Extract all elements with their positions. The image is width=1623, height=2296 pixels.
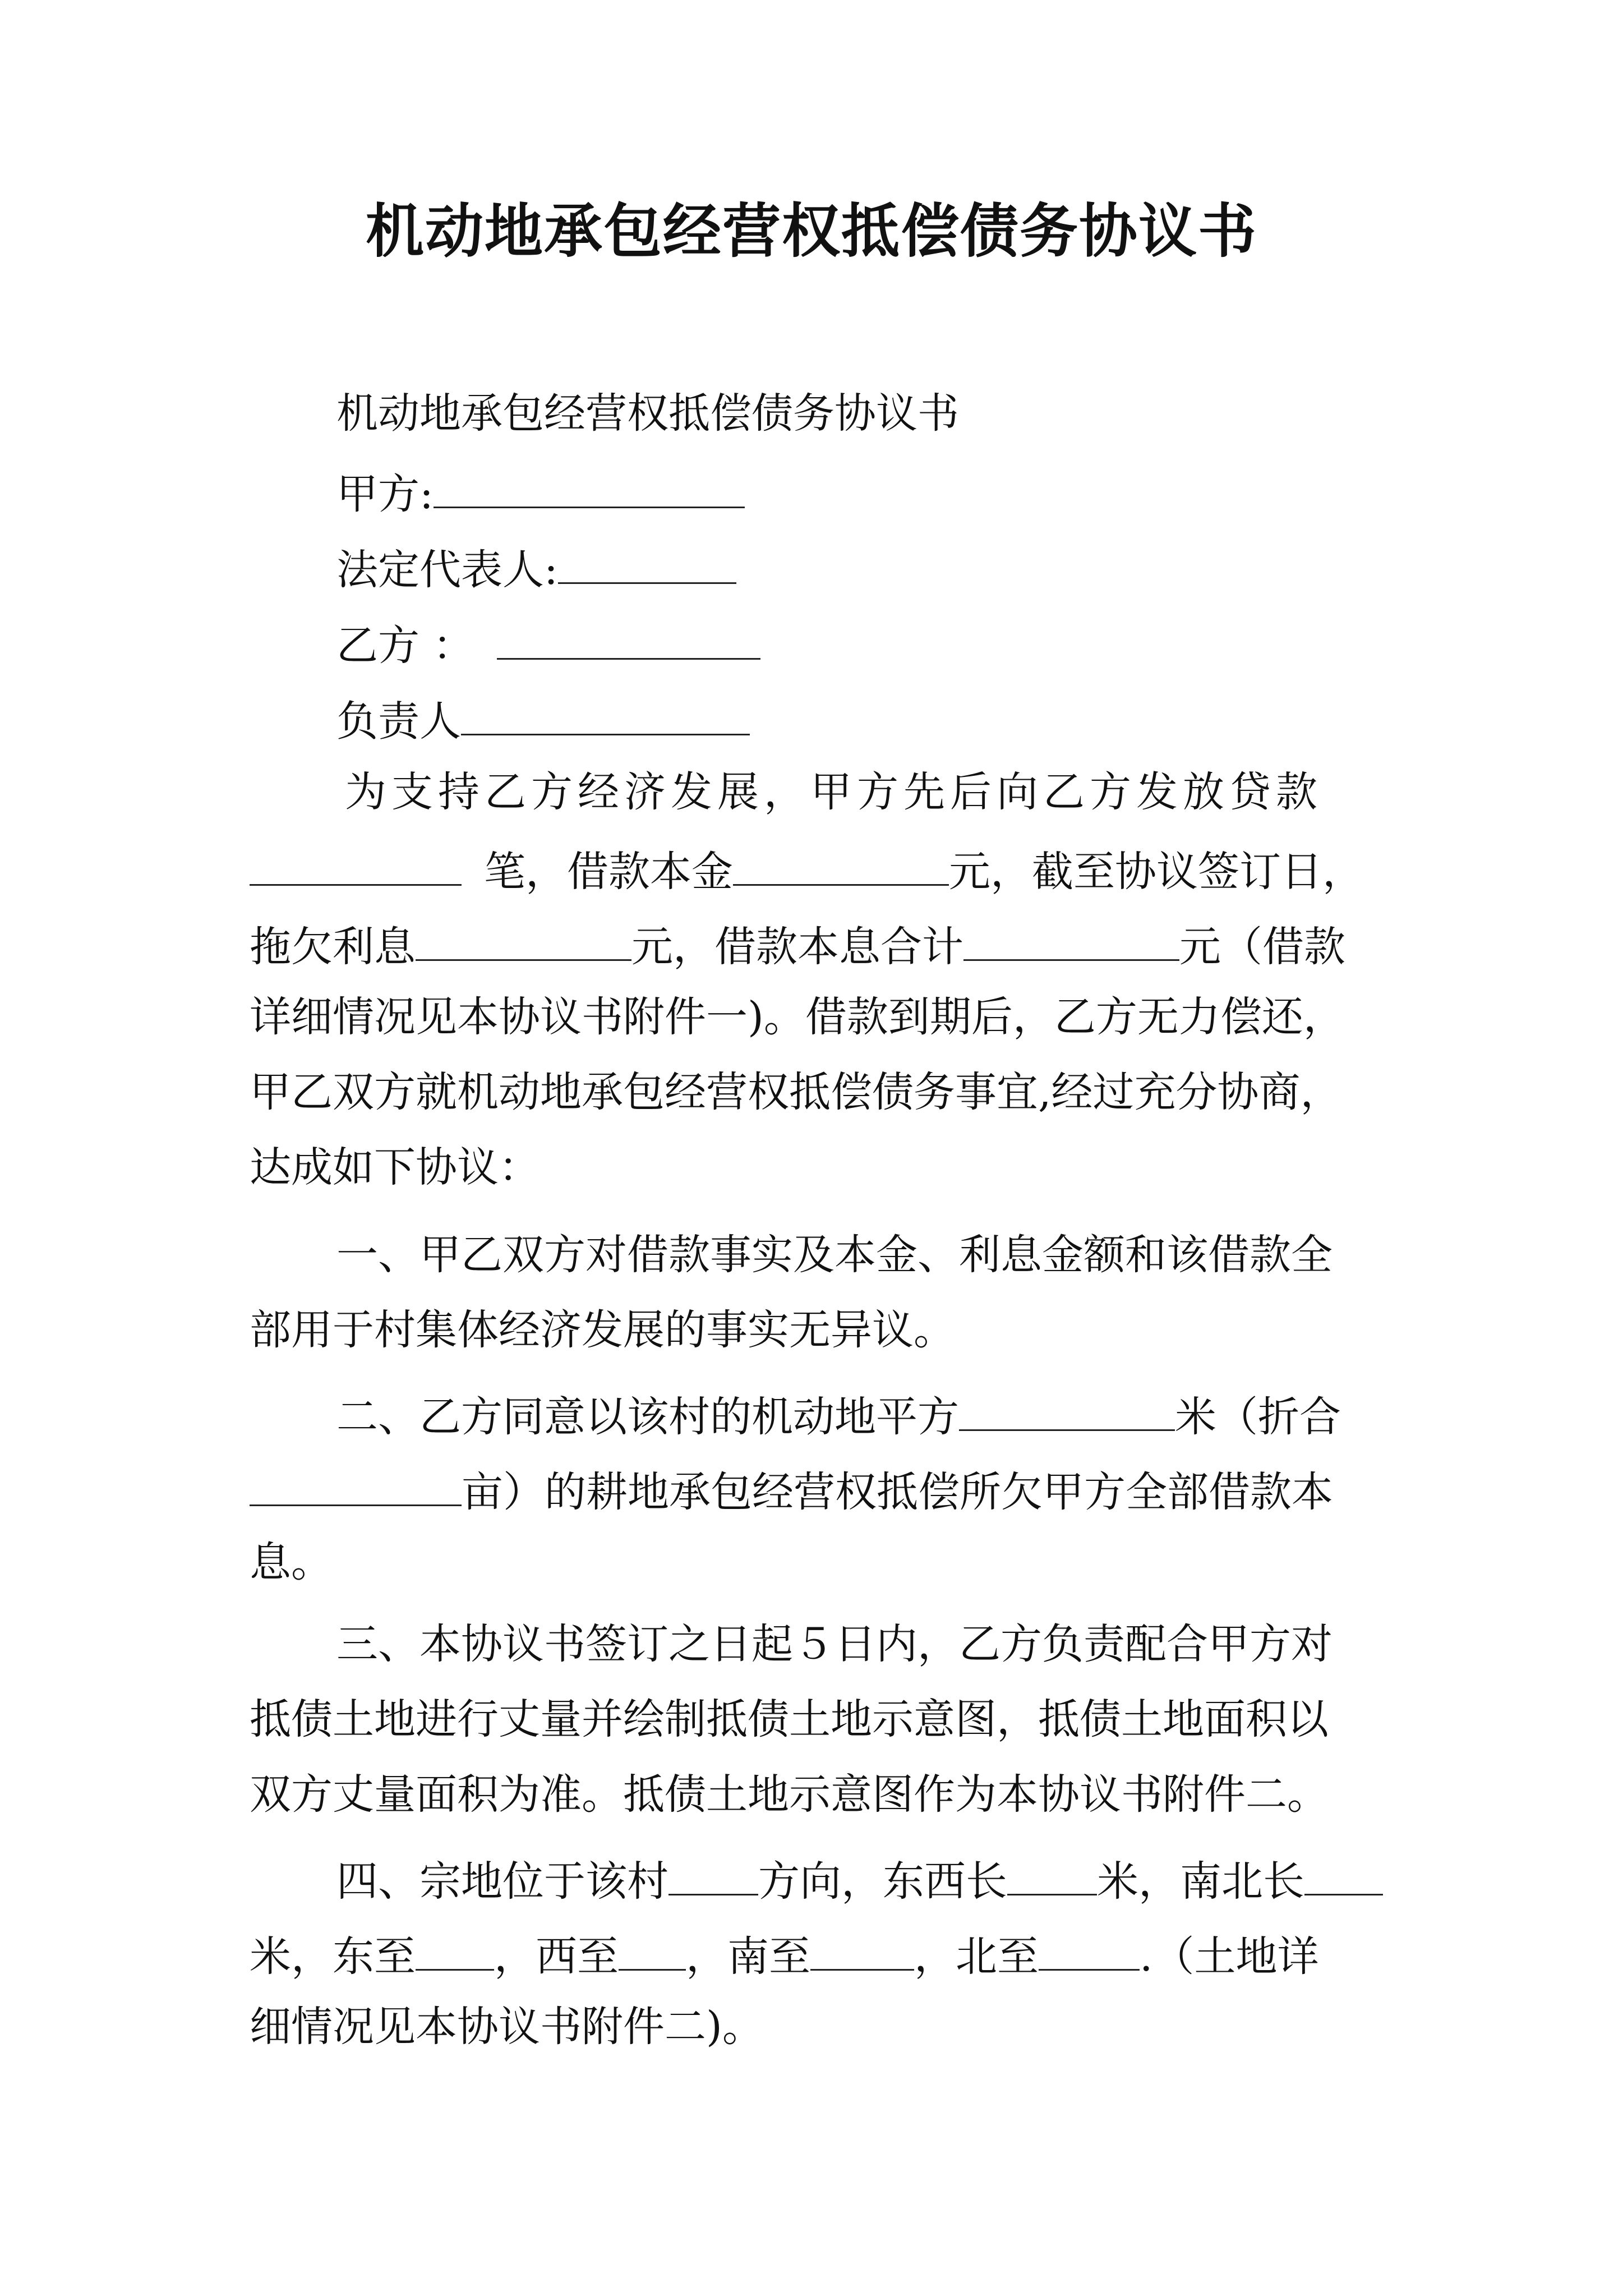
intro-text-3a: 拖欠利息	[250, 923, 416, 972]
south-boundary-blank	[810, 1931, 914, 1971]
west-boundary-blank	[619, 1931, 686, 1971]
east-boundary-blank	[416, 1931, 494, 1971]
east-west-length-blank	[1007, 1856, 1097, 1895]
total-blank	[963, 921, 1179, 961]
north-boundary-blank	[1039, 1931, 1140, 1971]
clause-4-text-2b: ，西至	[494, 1932, 619, 1981]
intro-line-3	[250, 921, 1345, 972]
interest-blank	[416, 921, 631, 961]
document-subtitle: 机动地承包经营权抵偿债务协议书	[336, 389, 959, 438]
page-title: 机动地承包经营权抵偿债务协议书	[365, 196, 1257, 265]
clause-1-line-2: 部用于村集体经济发展的事实无异议。	[250, 1306, 955, 1354]
north-south-length-blank	[1304, 1856, 1383, 1895]
clause-3-line-2: 抵债土地进行丈量并绘制抵债土地示意图，抵债土地面积以	[250, 1695, 1329, 1743]
clause-3-line-1: 三、本协议书签订之日起５日内，乙方负责配合甲方对	[336, 1620, 1332, 1668]
party-b-label: 乙方 ：	[336, 622, 474, 670]
party-a-label: 甲方:	[336, 470, 434, 519]
clause-4-text-1c: 米，南北长	[1097, 1857, 1304, 1906]
clause-4-line-1	[336, 1856, 1383, 1906]
intro-text-2b: 元，截至协议签订日，	[949, 848, 1364, 896]
clause-4-line-2	[250, 1931, 1319, 1981]
responsible-line	[336, 696, 750, 746]
responsible-label: 负责人	[336, 697, 461, 746]
party-a-blank	[434, 468, 745, 508]
party-b-line	[336, 620, 760, 670]
intro-text-2a: 笔，借款本金	[484, 848, 733, 896]
clause-4-text-2a: 米，东至	[250, 1932, 416, 1981]
legal-rep-blank	[558, 544, 736, 584]
area-sqm-blank	[959, 1391, 1175, 1431]
clause-4-text-2e: .（土地详	[1140, 1932, 1319, 1981]
clause-2-text-1a: 二、乙方同意以该村的机动地平方	[336, 1393, 959, 1442]
legal-rep-label: 法定代表人:	[336, 546, 558, 595]
clause-1-line-1: 一、甲乙双方对借款事实及本金、利息金额和该借款全	[336, 1231, 1332, 1279]
responsible-blank	[461, 696, 750, 735]
intro-line-6: 达成如下协议：	[250, 1143, 540, 1191]
clause-4-text-2c: ，南至	[686, 1932, 810, 1981]
clause-2-text-2: 亩）的耕地承包经营权抵偿所欠甲方全部借款本	[462, 1468, 1333, 1517]
intro-line-5: 甲乙双方就机动地承包经营权抵偿债务事宜,经过充分协商，	[250, 1068, 1342, 1116]
party-b-blank	[497, 620, 760, 660]
intro-line-4: 详细情况见本协议书附件一)。借款到期后，乙方无力偿还，	[250, 993, 1345, 1041]
clause-4-line-3: 细情况见本协议书附件二)。	[250, 2003, 764, 2051]
clause-2-line-2	[250, 1466, 1333, 1517]
direction-blank	[668, 1856, 758, 1895]
area-mu-blank	[250, 1466, 462, 1506]
principal-blank	[733, 846, 949, 886]
intro-text-3c: 元（借款	[1179, 923, 1345, 972]
clause-3-line-3: 双方丈量面积为准。抵债土地示意图作为本协议书附件二。	[250, 1770, 1329, 1819]
clause-2-text-1b: 米（折合	[1175, 1393, 1341, 1442]
clause-4-text-1a: 四、宗地位于该村	[336, 1857, 668, 1906]
legal-rep-line	[336, 544, 736, 595]
loan-count-blank	[250, 846, 462, 886]
clause-2-line-1	[336, 1391, 1341, 1442]
intro-text-3b: 元，借款本息合计	[631, 923, 963, 972]
intro-line-2	[250, 846, 1364, 896]
clause-4-text-2d: ，北至	[914, 1932, 1039, 1981]
intro-line-1: 为支持乙方经济发展，甲方先后向乙方发放贷款	[345, 768, 1322, 816]
clause-4-text-1b: 方向，东西长	[758, 1857, 1007, 1906]
party-a-line	[336, 468, 745, 519]
clause-2-line-3: 息。	[250, 1538, 333, 1586]
